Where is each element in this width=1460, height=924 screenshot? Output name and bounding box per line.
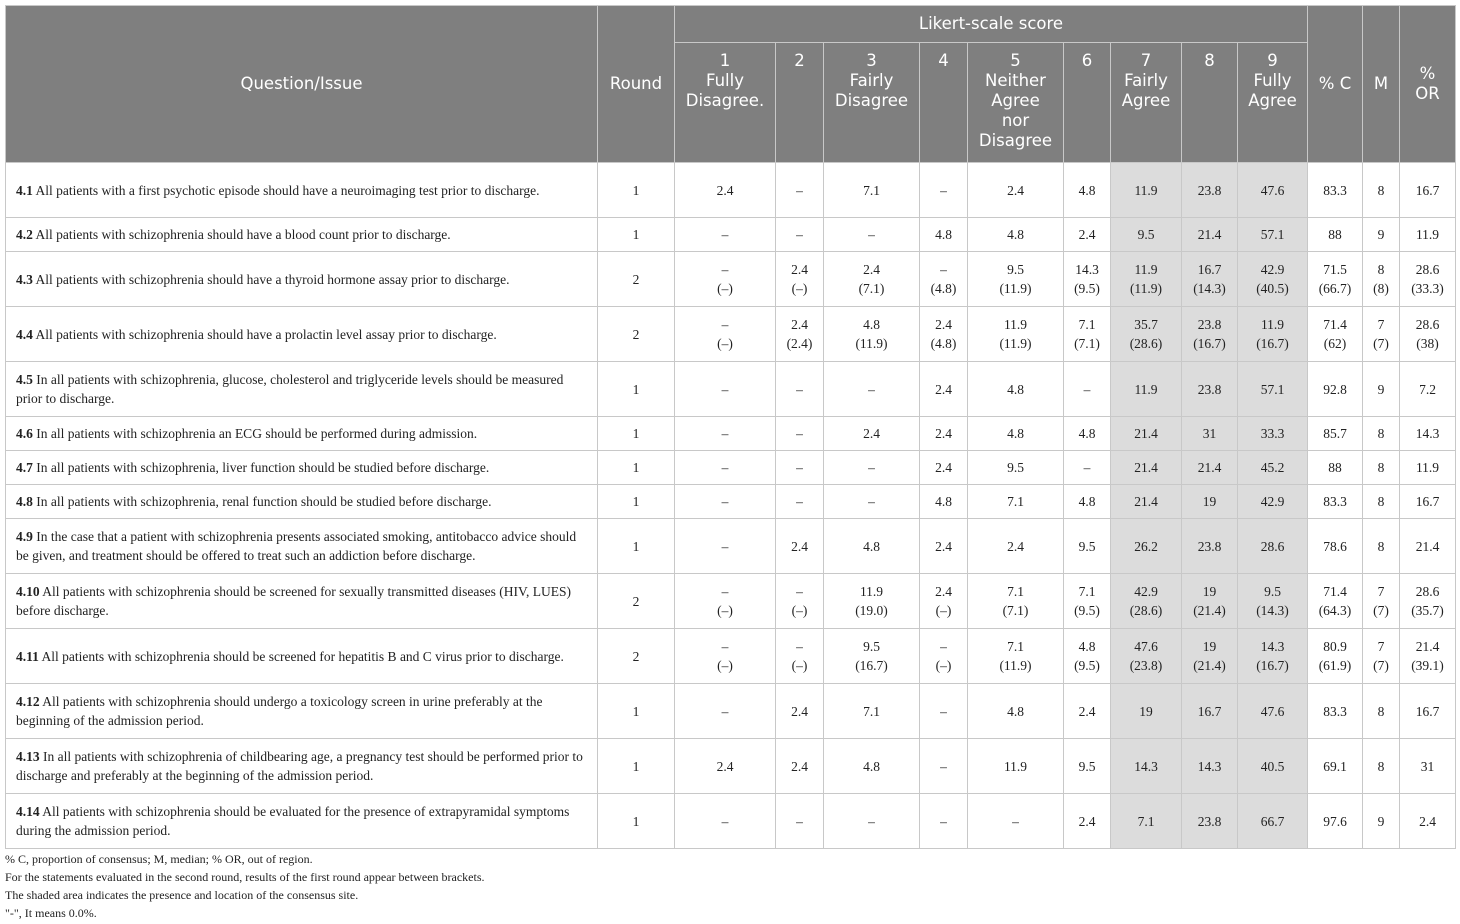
statement-cell [6, 163, 598, 218]
table-row [6, 574, 1456, 629]
score-6-cell: 4.8 [1064, 417, 1111, 451]
score-8-cell: 23.8 (16.7) [1182, 307, 1238, 362]
score-5-cell: 2.4 [968, 519, 1064, 574]
consensus-cell: 69.1 [1308, 739, 1363, 794]
round-cell: 1 [598, 218, 675, 252]
out-of-region-cell: 16.7 [1400, 485, 1456, 519]
score-1-cell: – [675, 218, 776, 252]
statement-cell [6, 629, 598, 684]
score-3-cell: 2.4 [824, 417, 920, 451]
statement-number: 4.3 [16, 271, 33, 287]
statement-cell [6, 218, 598, 252]
score-3-cell: 9.5 (16.7) [824, 629, 920, 684]
statement-text: In all patients with schizophrenia, renal function should be studied before discharge. [36, 494, 492, 509]
score-4-cell: – [920, 739, 968, 794]
round-cell: 2 [598, 307, 675, 362]
score-7-cell: 7.1 [1111, 794, 1182, 849]
statement-number: 4.4 [16, 326, 33, 342]
score-5-cell: 2.4 [968, 163, 1064, 218]
score-5-cell: – [968, 794, 1064, 849]
statement-number: 4.2 [16, 227, 33, 242]
consensus-cell: 83.3 [1308, 163, 1363, 218]
score-6-cell: 7.1 (9.5) [1064, 574, 1111, 629]
score-5-cell: 4.8 [968, 218, 1064, 252]
statement-cell [6, 485, 598, 519]
score-2-cell: – [776, 417, 824, 451]
score-4-cell: – (4.8) [920, 252, 968, 307]
statement-cell [6, 362, 598, 417]
statement-cell [6, 574, 598, 629]
score-9-cell: 28.6 [1238, 519, 1308, 574]
round-cell: 1 [598, 794, 675, 849]
score-3-cell: 4.8 [824, 519, 920, 574]
round-cell: 1 [598, 451, 675, 485]
statement-text: In all patients with schizophrenia an ECG should be performed during admission. [36, 426, 478, 441]
median-cell: 9 [1363, 362, 1400, 417]
score-1-cell: – (–) [675, 252, 776, 307]
header-score-5: 5 Neither Agree nor Disagree [968, 43, 1064, 163]
score-6-cell: 9.5 [1064, 519, 1111, 574]
score-9-cell: 45.2 [1238, 451, 1308, 485]
median-cell: 7 (7) [1363, 307, 1400, 362]
footnote-line: The shaded area indicates the presence and location of the consensus site. [5, 888, 359, 902]
statement-number: 4.8 [16, 494, 33, 509]
round-cell: 2 [598, 252, 675, 307]
score-2-cell: – [776, 218, 824, 252]
header-score-8: 8 [1182, 43, 1238, 163]
score-5-cell: 4.8 [968, 417, 1064, 451]
score-7-cell: 21.4 [1111, 451, 1182, 485]
table-row [6, 218, 1456, 252]
header-score-7: 7 Fairly Agree [1111, 43, 1182, 163]
round-cell: 1 [598, 739, 675, 794]
header-score-1: 1 Fully Disagree. [675, 43, 776, 163]
score-5-cell: 11.9 (11.9) [968, 307, 1064, 362]
out-of-region-cell: 11.9 [1400, 218, 1456, 252]
table-row [6, 739, 1456, 794]
out-of-region-cell: 28.6 (38) [1400, 307, 1456, 362]
score-4-cell: 2.4 [920, 519, 968, 574]
statement-number: 4.6 [16, 426, 33, 441]
score-6-cell: 9.5 [1064, 739, 1111, 794]
table-footnotes [5, 850, 485, 922]
median-cell: 8 [1363, 417, 1400, 451]
table-row [6, 417, 1456, 451]
statement-cell [6, 451, 598, 485]
header-out-of-region: % OR [1400, 6, 1456, 163]
score-3-cell: 7.1 [824, 684, 920, 739]
consensus-cell: 92.8 [1308, 362, 1363, 417]
median-cell: 9 [1363, 794, 1400, 849]
statement-text: All patients with schizophrenia should be screened for sexually transmitted diseases (HIV, LUES) before discharge. [16, 584, 572, 618]
statement-text: All patients with schizophrenia should undergo a toxicology screen in urine preferably at the beginning of the admission period. [16, 694, 543, 728]
score-7-cell: 11.9 [1111, 163, 1182, 218]
statement-cell [6, 684, 598, 739]
score-1-cell: – [675, 451, 776, 485]
score-2-cell: – [776, 451, 824, 485]
score-4-cell: 4.8 [920, 485, 968, 519]
header-score-9: 9 Fully Agree [1238, 43, 1308, 163]
median-cell: 8 [1363, 485, 1400, 519]
consensus-cell: 71.5 (66.7) [1308, 252, 1363, 307]
score-4-cell: 2.4 [920, 451, 968, 485]
score-7-cell: 47.6 (23.8) [1111, 629, 1182, 684]
footnote-line: "-", It means 0.0%. [5, 906, 97, 920]
statement-number: 4.13 [16, 749, 40, 764]
score-6-cell: 2.4 [1064, 794, 1111, 849]
score-3-cell: 4.8 (11.9) [824, 307, 920, 362]
statement-number: 4.14 [16, 804, 40, 819]
header-likert-title: Likert-scale score [675, 6, 1308, 43]
statement-text: All patients with schizophrenia should be evaluated for the presence of extrapyramidal symptoms during the admission period. [16, 804, 570, 838]
statement-number: 4.12 [16, 694, 40, 709]
score-2-cell: 2.4 [776, 739, 824, 794]
score-7-cell: 11.9 [1111, 362, 1182, 417]
score-6-cell: 4.8 (9.5) [1064, 629, 1111, 684]
statement-text: In all patients with schizophrenia, glucose, cholesterol and triglyceride levels should be measured prior to discharge. [16, 372, 564, 406]
score-2-cell: – [776, 362, 824, 417]
out-of-region-cell: 16.7 [1400, 684, 1456, 739]
score-1-cell: – [675, 519, 776, 574]
score-8-cell: 19 (21.4) [1182, 574, 1238, 629]
table-row [6, 485, 1456, 519]
score-4-cell: 2.4 (–) [920, 574, 968, 629]
score-5-cell: 4.8 [968, 362, 1064, 417]
score-3-cell: – [824, 362, 920, 417]
score-3-cell: – [824, 794, 920, 849]
score-2-cell: 2.4 [776, 519, 824, 574]
round-cell: 1 [598, 684, 675, 739]
score-4-cell: 2.4 [920, 417, 968, 451]
score-8-cell: 16.7 [1182, 684, 1238, 739]
header-consensus: % C [1308, 6, 1363, 163]
consensus-cell: 83.3 [1308, 485, 1363, 519]
score-4-cell: – [920, 163, 968, 218]
statement-cell [6, 739, 598, 794]
consensus-cell: 88 [1308, 218, 1363, 252]
score-7-cell: 11.9 (11.9) [1111, 252, 1182, 307]
score-7-cell: 26.2 [1111, 519, 1182, 574]
table-header [6, 6, 1456, 163]
score-7-cell: 35.7 (28.6) [1111, 307, 1182, 362]
median-cell: 8 [1363, 739, 1400, 794]
table-row [6, 629, 1456, 684]
out-of-region-cell: 2.4 [1400, 794, 1456, 849]
table-row [6, 794, 1456, 849]
consensus-cell: 80.9 (61.9) [1308, 629, 1363, 684]
statement-cell [6, 307, 598, 362]
table-body [6, 163, 1456, 849]
score-1-cell: – (–) [675, 307, 776, 362]
out-of-region-cell: 28.6 (33.3) [1400, 252, 1456, 307]
round-cell: 1 [598, 485, 675, 519]
score-9-cell: 42.9 [1238, 485, 1308, 519]
score-4-cell: 2.4 (4.8) [920, 307, 968, 362]
score-6-cell: 7.1 (7.1) [1064, 307, 1111, 362]
score-9-cell: 47.6 [1238, 163, 1308, 218]
score-9-cell: 40.5 [1238, 739, 1308, 794]
median-cell: 7 (7) [1363, 574, 1400, 629]
out-of-region-cell: 28.6 (35.7) [1400, 574, 1456, 629]
score-8-cell: 23.8 [1182, 519, 1238, 574]
score-5-cell: 7.1 [968, 485, 1064, 519]
score-9-cell: 14.3 (16.7) [1238, 629, 1308, 684]
score-8-cell: 21.4 [1182, 451, 1238, 485]
out-of-region-cell: 14.3 [1400, 417, 1456, 451]
table-row [6, 519, 1456, 574]
score-5-cell: 7.1 (7.1) [968, 574, 1064, 629]
footnote-line: % C, proportion of consensus; M, median; % OR, out of region. [5, 852, 313, 866]
score-2-cell: – [776, 485, 824, 519]
score-4-cell: – [920, 684, 968, 739]
score-2-cell: 2.4 (–) [776, 252, 824, 307]
score-1-cell: – [675, 417, 776, 451]
statement-text: In the case that a patient with schizophrenia presents associated smoking, antitobacco advice should be given, and treatment should be offered to treat such an addiction before discharge. [16, 529, 577, 563]
score-6-cell: 4.8 [1064, 163, 1111, 218]
statement-number: 4.11 [16, 648, 39, 664]
score-3-cell: 2.4 (7.1) [824, 252, 920, 307]
score-2-cell: – (–) [776, 629, 824, 684]
round-cell: 1 [598, 163, 675, 218]
round-cell: 2 [598, 629, 675, 684]
score-5-cell: 9.5 (11.9) [968, 252, 1064, 307]
table-row [6, 362, 1456, 417]
score-3-cell: 7.1 [824, 163, 920, 218]
score-1-cell: 2.4 [675, 739, 776, 794]
round-cell: 2 [598, 574, 675, 629]
score-9-cell: 66.7 [1238, 794, 1308, 849]
score-2-cell: – [776, 794, 824, 849]
round-cell: 1 [598, 417, 675, 451]
statement-number: 4.7 [16, 460, 33, 475]
score-7-cell: 9.5 [1111, 218, 1182, 252]
out-of-region-cell: 21.4 [1400, 519, 1456, 574]
statement-text: All patients with schizophrenia should have a blood count prior to discharge. [35, 227, 451, 242]
median-cell: 9 [1363, 218, 1400, 252]
consensus-cell: 85.7 [1308, 417, 1363, 451]
table-row [6, 451, 1456, 485]
score-3-cell: 4.8 [824, 739, 920, 794]
score-6-cell: – [1064, 362, 1111, 417]
consensus-table [5, 5, 1456, 849]
score-7-cell: 19 [1111, 684, 1182, 739]
statement-text: In all patients with schizophrenia of childbearing age, a pregnancy test should be performed prior to discharge and preferably at the beginning of the admission period. [16, 749, 583, 783]
statement-number: 4.10 [16, 584, 40, 599]
score-1-cell: – [675, 485, 776, 519]
statement-number: 4.9 [16, 529, 33, 544]
score-1-cell: – [675, 794, 776, 849]
statement-number: 4.1 [16, 182, 33, 198]
consensus-cell: 97.6 [1308, 794, 1363, 849]
score-6-cell: 14.3 (9.5) [1064, 252, 1111, 307]
out-of-region-cell: 7.2 [1400, 362, 1456, 417]
statement-cell [6, 794, 598, 849]
median-cell: 8 [1363, 684, 1400, 739]
score-5-cell: 11.9 [968, 739, 1064, 794]
score-2-cell: 2.4 [776, 684, 824, 739]
score-2-cell: – [776, 163, 824, 218]
score-3-cell: 11.9 (19.0) [824, 574, 920, 629]
score-9-cell: 57.1 [1238, 362, 1308, 417]
score-4-cell: 2.4 [920, 362, 968, 417]
statement-cell [6, 252, 598, 307]
score-1-cell: – [675, 684, 776, 739]
statement-number: 4.5 [16, 372, 33, 387]
score-9-cell: 42.9 (40.5) [1238, 252, 1308, 307]
consensus-cell: 78.6 [1308, 519, 1363, 574]
median-cell: 8 [1363, 163, 1400, 218]
statement-text: In all patients with schizophrenia, liver function should be studied before discharge. [36, 460, 490, 475]
table-row [6, 252, 1456, 307]
median-cell: 8 [1363, 519, 1400, 574]
score-8-cell: 16.7 (14.3) [1182, 252, 1238, 307]
score-9-cell: 11.9 (16.7) [1238, 307, 1308, 362]
score-8-cell: 19 (21.4) [1182, 629, 1238, 684]
score-7-cell: 42.9 (28.6) [1111, 574, 1182, 629]
consensus-cell: 71.4 (62) [1308, 307, 1363, 362]
score-4-cell: – [920, 794, 968, 849]
consensus-cell: 88 [1308, 451, 1363, 485]
score-6-cell: 4.8 [1064, 485, 1111, 519]
score-9-cell: 9.5 (14.3) [1238, 574, 1308, 629]
statement-text: All patients with schizophrenia should have a thyroid hormone assay prior to discharge. [35, 271, 510, 287]
score-6-cell: 2.4 [1064, 684, 1111, 739]
score-3-cell: – [824, 451, 920, 485]
score-1-cell: 2.4 [675, 163, 776, 218]
score-7-cell: 21.4 [1111, 485, 1182, 519]
score-5-cell: 9.5 [968, 451, 1064, 485]
round-cell: 1 [598, 519, 675, 574]
score-8-cell: 14.3 [1182, 739, 1238, 794]
header-score-2: 2 [776, 43, 824, 163]
statement-text: All patients with a first psychotic episode should have a neuroimaging test prior to discharge. [35, 182, 540, 198]
header-question: Question/Issue [6, 6, 598, 163]
header-score-6: 6 [1064, 43, 1111, 163]
out-of-region-cell: 11.9 [1400, 451, 1456, 485]
score-8-cell: 23.8 [1182, 163, 1238, 218]
score-6-cell: 2.4 [1064, 218, 1111, 252]
score-2-cell: 2.4 (2.4) [776, 307, 824, 362]
score-8-cell: 19 [1182, 485, 1238, 519]
out-of-region-cell: 21.4 (39.1) [1400, 629, 1456, 684]
median-cell: 8 (8) [1363, 252, 1400, 307]
statement-text: All patients with schizophrenia should have a prolactin level assay prior to discharge. [35, 326, 497, 342]
score-3-cell: – [824, 485, 920, 519]
footnote-line: For the statements evaluated in the second round, results of the first round appear between brackets. [5, 870, 485, 884]
score-9-cell: 47.6 [1238, 684, 1308, 739]
consensus-cell: 71.4 (64.3) [1308, 574, 1363, 629]
score-9-cell: 33.3 [1238, 417, 1308, 451]
header-round: Round [598, 6, 675, 163]
out-of-region-cell: 16.7 [1400, 163, 1456, 218]
out-of-region-cell: 31 [1400, 739, 1456, 794]
table-row [6, 307, 1456, 362]
round-cell: 1 [598, 362, 675, 417]
statement-cell [6, 417, 598, 451]
score-2-cell: – (–) [776, 574, 824, 629]
score-3-cell: – [824, 218, 920, 252]
score-8-cell: 23.8 [1182, 794, 1238, 849]
score-4-cell: – (–) [920, 629, 968, 684]
score-7-cell: 21.4 [1111, 417, 1182, 451]
score-1-cell: – [675, 362, 776, 417]
consensus-cell: 83.3 [1308, 684, 1363, 739]
header-median: M [1363, 6, 1400, 163]
statement-cell [6, 519, 598, 574]
header-score-3: 3 Fairly Disagree [824, 43, 920, 163]
score-8-cell: 23.8 [1182, 362, 1238, 417]
score-6-cell: – [1064, 451, 1111, 485]
score-9-cell: 57.1 [1238, 218, 1308, 252]
score-5-cell: 4.8 [968, 684, 1064, 739]
statement-text: All patients with schizophrenia should be screened for hepatitis B and C virus prior to discharge. [41, 648, 564, 664]
score-8-cell: 31 [1182, 417, 1238, 451]
score-8-cell: 21.4 [1182, 218, 1238, 252]
score-1-cell: – (–) [675, 574, 776, 629]
score-4-cell: 4.8 [920, 218, 968, 252]
table-row [6, 163, 1456, 218]
median-cell: 8 [1363, 451, 1400, 485]
score-5-cell: 7.1 (11.9) [968, 629, 1064, 684]
header-score-4: 4 [920, 43, 968, 163]
median-cell: 7 (7) [1363, 629, 1400, 684]
score-1-cell: – (–) [675, 629, 776, 684]
table-row [6, 684, 1456, 739]
score-7-cell: 14.3 [1111, 739, 1182, 794]
table-container [5, 5, 1455, 849]
